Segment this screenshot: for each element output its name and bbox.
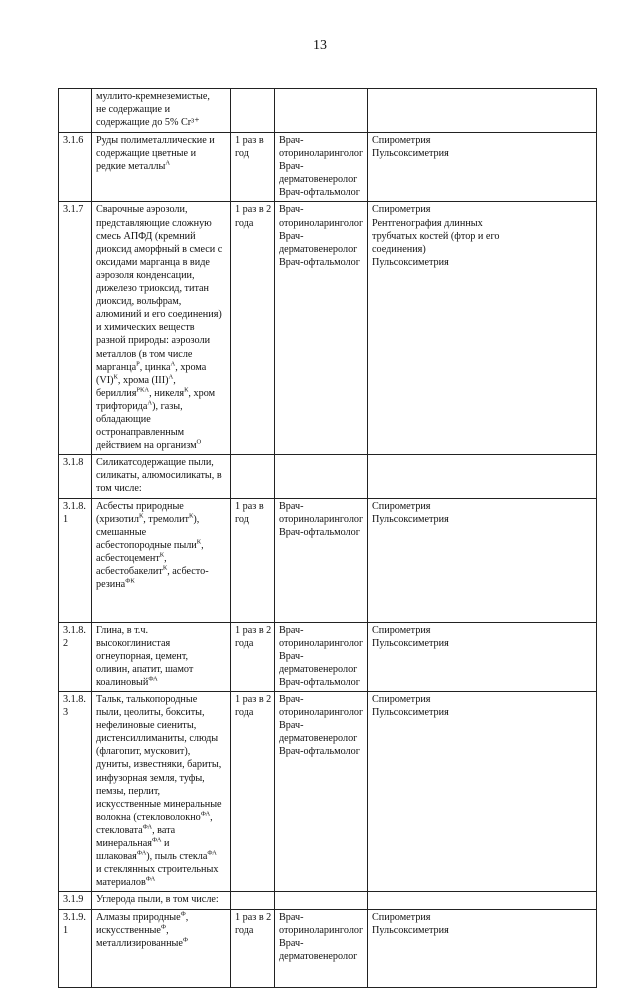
table-row: [59, 622, 597, 691]
doctor-line: дерматовенеролог: [279, 663, 358, 675]
test-line: Спирометрия: [372, 694, 431, 705]
test-line: Пульсоксиметрия: [372, 924, 449, 936]
doctor-line: Врач-: [279, 911, 304, 923]
test-line: Спирометрия: [372, 911, 431, 923]
row-code: [59, 89, 92, 133]
table-row: [59, 892, 597, 909]
doctors-cell: [275, 909, 368, 987]
period-line: года: [235, 217, 254, 229]
tests-cell: [368, 498, 597, 622]
period-cell: [231, 498, 275, 622]
substance-line: минеральная$^{ФА}$ и: [96, 836, 170, 850]
substance-line: пыли, цеолиты, бокситы,: [96, 707, 205, 719]
period-line: 1 раз в: [235, 500, 264, 512]
tests-cell: [368, 202, 597, 455]
doctors-cell: [275, 455, 368, 498]
doctor-line: Врач-: [279, 161, 304, 173]
substance-line: смешанные: [96, 526, 147, 538]
period-cell: [231, 89, 275, 133]
substance-line: Алмазы природные$^Ф$,: [96, 910, 189, 923]
substance-line: и химических веществ: [96, 322, 195, 334]
period-line: год: [235, 513, 249, 525]
doctor-line: оториноларинголог: [279, 513, 364, 525]
table-row: [59, 133, 597, 202]
row-code: 3.1.9.1: [59, 909, 92, 987]
doctor-line: Врач-: [279, 204, 304, 216]
doctors-cell: [275, 622, 368, 691]
tests-cell: [368, 455, 597, 498]
substance-line: дистенсиллиманиты, слюды: [96, 733, 219, 745]
substance-line: нефелиновые сиениты,: [96, 720, 197, 732]
substance-cell: [92, 892, 231, 909]
doctor-line: Врач-: [279, 230, 304, 242]
doctor-line: оториноларинголог: [279, 148, 364, 160]
row-code: 3.1.8.2: [59, 622, 92, 691]
doctors-cell: [275, 133, 368, 202]
substance-line: коалиновый$^{ФА}$: [96, 675, 158, 688]
table-row: [59, 455, 597, 498]
substance-line: Глина, в т.ч.: [96, 624, 148, 636]
table-row: [59, 498, 597, 622]
substance-line: редкие металлы$^А$: [96, 159, 171, 173]
period-cell: [231, 692, 275, 892]
substance-line: Тальк, талькопородные: [96, 694, 198, 705]
doctor-line: Врач-: [279, 650, 304, 662]
substance-line: стекловата$^{ФА}$, вата: [96, 823, 176, 836]
test-line: Спирометрия: [372, 135, 431, 146]
page-number: 13: [313, 38, 327, 53]
substance-cell: [92, 202, 231, 455]
doctor-line: дерматовенеролог: [279, 950, 358, 962]
tests-cell: [368, 622, 597, 691]
row-code: 3.1.9: [59, 892, 92, 909]
substance-line: инфузорная земля, туфы,: [96, 772, 205, 784]
substance-line: пемзы, перлит,: [96, 785, 161, 797]
substance-line: дижелезо триоксид, титан: [96, 283, 210, 295]
doctor-line: дерматовенеролог: [279, 243, 358, 255]
test-line: трубчатых костей (фтор и его: [372, 230, 500, 242]
substance-line: дуниты, известняки, бариты,: [96, 759, 222, 771]
test-line: Спирометрия: [372, 624, 431, 636]
doctors-cell: [275, 498, 368, 622]
substance-line: том числе:: [96, 483, 142, 495]
substance-line: марганца$^Р$, цинка$^А$, хрома: [96, 360, 207, 373]
substance-line: силикаты, алюмосиликаты, в: [96, 470, 222, 482]
substance-line: металлов (в том числе: [96, 348, 193, 360]
test-line: соединения): [372, 243, 426, 255]
test-line: Спирометрия: [372, 204, 431, 216]
period-cell: [231, 892, 275, 909]
hazard-table: [58, 88, 597, 988]
tests-cell: [368, 89, 597, 133]
substance-line: Руды полиметаллические и: [96, 135, 215, 146]
period-line: 1 раз в 2: [235, 204, 272, 216]
substance-line: Сварочные аэрозоли,: [96, 204, 188, 216]
substance-line: не содержащие и: [96, 104, 171, 116]
period-line: года: [235, 924, 254, 936]
substance-line: смесь АПФД (кремний: [96, 230, 196, 242]
test-line: Пульсоксиметрия: [372, 148, 449, 160]
period-cell: [231, 909, 275, 987]
table-row: [59, 909, 597, 987]
substance-line: оксидами марганца в виде: [96, 256, 210, 268]
substance-cell: [92, 89, 231, 133]
substance-line: асбестопородные пыли$^К$,: [96, 538, 204, 551]
substance-line: и стеклянных строительных: [96, 864, 219, 876]
substance-line: высокоглинистая: [96, 637, 171, 649]
doctor-line: Врач-офтальмолог: [279, 187, 360, 199]
substance-line: волокна (стекловолокно$^{ФА}$,: [96, 810, 213, 823]
substance-line: аэрозоля конденсации,: [96, 269, 195, 281]
doctor-line: Врач-офтальмолог: [279, 256, 360, 268]
substance-line: искусственные$^Ф$,: [96, 923, 169, 936]
substance-line: резина$^{ФК}$: [96, 577, 135, 591]
doctor-line: оториноларинголог: [279, 217, 364, 229]
row-code: 3.1.6: [59, 133, 92, 202]
doctor-line: дерматовенеролог: [279, 733, 358, 745]
substance-line: Силикатсодержащие пыли,: [96, 457, 214, 469]
table-row: [59, 202, 597, 455]
substance-line: обладающие: [96, 413, 151, 425]
substance-line: материалов$^{ФА}$: [96, 875, 156, 889]
row-code: 3.1.8: [59, 455, 92, 498]
substance-line: алюминий и его соединения): [96, 309, 222, 321]
test-line: Пульсоксиметрия: [372, 513, 449, 525]
doctor-line: Врач-офтальмолог: [279, 676, 360, 688]
table-row: [59, 89, 597, 133]
substance-cell: [92, 692, 231, 892]
period-line: год: [235, 148, 249, 160]
period-cell: [231, 455, 275, 498]
substance-line: металлизированные$^Ф$: [96, 936, 189, 949]
doctor-line: оториноларинголог: [279, 707, 364, 719]
substance-line: содержащие цветные и: [96, 148, 197, 160]
doctor-line: Врач-: [279, 937, 304, 949]
doctor-line: Врач-офтальмолог: [279, 746, 360, 758]
substance-line: Углерода пыли, в том числе:: [96, 894, 219, 906]
test-line: Пульсоксиметрия: [372, 707, 449, 719]
substance-line: асбестоцемент$^К$,: [96, 551, 167, 564]
test-line: Пульсоксиметрия: [372, 256, 449, 268]
substance-line: огнеупорная, цемент,: [96, 650, 189, 662]
doctor-line: Врач-: [279, 694, 304, 705]
substance-cell: [92, 455, 231, 498]
doctors-cell: [275, 89, 368, 133]
period-line: 1 раз в: [235, 135, 264, 146]
substance-line: диоксид аморфный в смеси с: [96, 243, 223, 255]
doctor-line: оториноларинголог: [279, 924, 364, 936]
tests-cell: [368, 909, 597, 987]
tests-cell: [368, 692, 597, 892]
row-code: 3.1.8.3: [59, 692, 92, 892]
substance-line: оливин, апатит, шамот: [96, 663, 194, 675]
doctors-cell: [275, 202, 368, 455]
substance-line: содержащие до 5% Cr³⁺: [96, 117, 200, 129]
period-cell: [231, 202, 275, 455]
substance-cell: [92, 622, 231, 691]
period-line: 1 раз в 2: [235, 624, 272, 636]
substance-line: асбестобакелит$^К$, асбесто-: [96, 564, 209, 577]
substance-line: разной природы: аэрозоли: [96, 335, 211, 347]
doctor-line: дерматовенеролог: [279, 174, 358, 186]
tests-cell: [368, 892, 597, 909]
period-line: 1 раз в 2: [235, 911, 272, 923]
doctor-line: Врач-: [279, 135, 304, 146]
substance-cell: [92, 909, 231, 987]
substance-line: (VI)$^К$, хрома (III)$^А$,: [96, 373, 176, 386]
substance-line: действием на организм$^О$: [96, 438, 202, 452]
period-cell: [231, 133, 275, 202]
test-line: Спирометрия: [372, 500, 431, 512]
period-line: года: [235, 637, 254, 649]
doctor-line: Врач-офтальмолог: [279, 526, 360, 538]
doctor-line: Врач-: [279, 624, 304, 636]
substance-line: бериллия$^{РКА}$, никеля$^К$, хром: [96, 386, 216, 399]
period-cell: [231, 622, 275, 691]
row-code: 3.1.8.1: [59, 498, 92, 622]
substance-cell: [92, 133, 231, 202]
tests-cell: [368, 133, 597, 202]
substance-line: (хризотил$^К$, тремолит$^К$),: [96, 512, 200, 525]
period-line: 1 раз в 2: [235, 694, 272, 705]
doctor-line: оториноларинголог: [279, 637, 364, 649]
doctors-cell: [275, 692, 368, 892]
substance-line: (флагопит, мусковит),: [96, 746, 191, 758]
test-line: Пульсоксиметрия: [372, 637, 449, 649]
substance-line: муллито-кремнеземистые,: [96, 91, 210, 102]
substance-line: Асбесты природные: [96, 500, 184, 512]
row-code: 3.1.7: [59, 202, 92, 455]
doctor-line: Врач-: [279, 500, 304, 512]
doctors-cell: [275, 892, 368, 909]
substance-cell: [92, 498, 231, 622]
table-row: [59, 692, 597, 892]
substance-line: диоксид, вольфрам,: [96, 296, 182, 308]
doctor-line: Врач-: [279, 720, 304, 732]
substance-line: остронаправленным: [96, 427, 185, 439]
period-line: года: [235, 707, 254, 719]
substance-line: трифторида$^А$), газы,: [96, 399, 183, 412]
substance-line: представляющие сложную: [96, 217, 212, 229]
substance-line: шлаковая$^{ФА}$), пыль стекла$^{ФА}$: [96, 849, 217, 863]
test-line: Рентгенография длинных: [372, 217, 483, 229]
substance-line: искусственные минеральные: [96, 798, 222, 810]
